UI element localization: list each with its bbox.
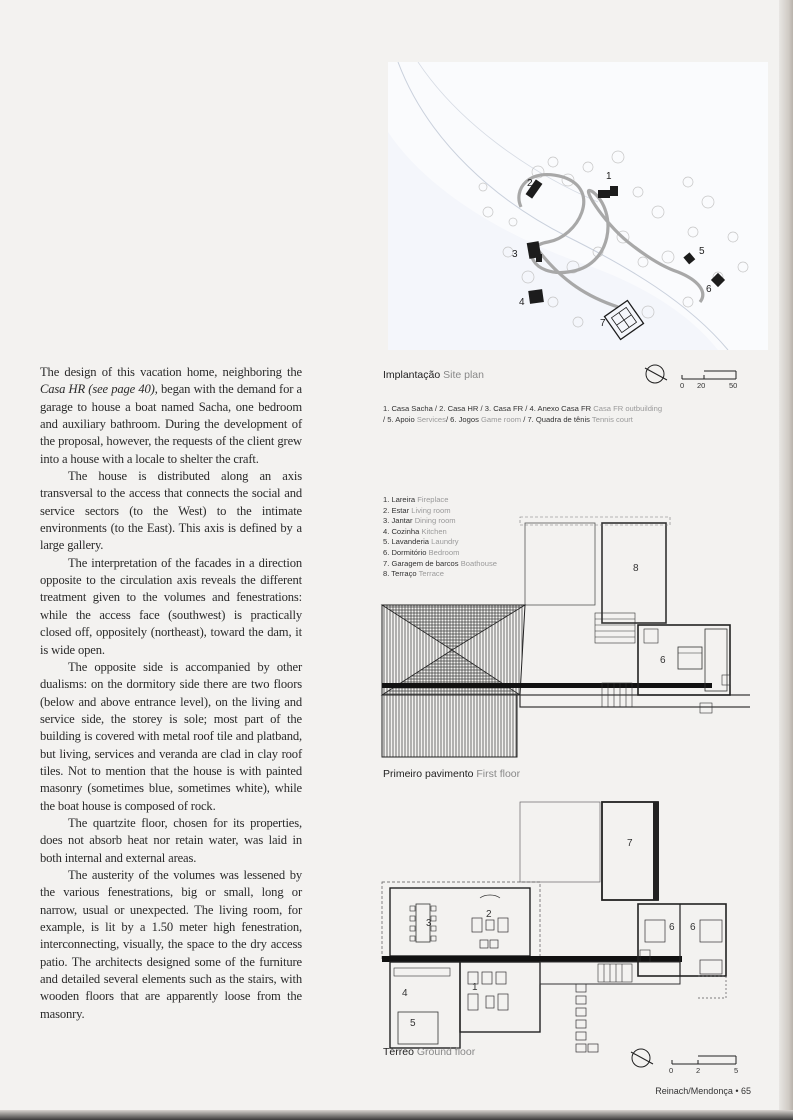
legend-item-8: 8. Terraço Terrace bbox=[383, 569, 444, 579]
ground-floor-label-6b: 6 bbox=[690, 922, 696, 933]
ground-floor-label-6a: 6 bbox=[669, 922, 675, 933]
site-scale-0: 0 bbox=[680, 381, 685, 390]
legend-item-7: 7. Garagem de barcos Boathouse bbox=[383, 558, 497, 568]
legend-item-4: 4. Cozinha Kitchen bbox=[383, 526, 447, 536]
first-floor-label-6: 6 bbox=[660, 655, 666, 666]
paragraph-5: The quartzite floor, chosen for its properties, does not absorb heat nor retain water, was laid in both internal and external areas. bbox=[40, 815, 302, 865]
site-number-5: 5 bbox=[699, 246, 705, 257]
site-number-4: 4 bbox=[519, 297, 525, 308]
ground-scale-5: 5 bbox=[734, 1066, 739, 1075]
site-number-1: 1 bbox=[606, 171, 612, 182]
first-floor-caption: Primeiro pavimento First floor bbox=[383, 768, 521, 780]
page-edge bbox=[779, 0, 793, 1120]
north-arrow-icon bbox=[642, 362, 672, 386]
ground-floor-label-4: 4 bbox=[402, 988, 408, 999]
site-plan-svg bbox=[388, 62, 768, 350]
paragraph-3: The interpretation of the facades in a direction opposite to the circulation axis reveals the different treatment given to the volumes and fenestrations: while the access face (southwest) is practically closed off, oppositely (northeast), toward the dam, it is wide open. bbox=[40, 555, 302, 657]
ground-floor-label-2: 2 bbox=[486, 909, 492, 920]
ground-floor-caption: Térreo Ground floor bbox=[383, 1046, 476, 1058]
paragraph-1: The design of this vacation home, neighboring the Casa HR (see page 40), began with the demand for a garage to house a boat named Sacha, one bedroom and auxiliary bathroom. During the development of the proposal, however, the requests of the client grew into a house with a locale to shelter the craft. bbox=[40, 365, 302, 466]
page-bottom-shadow bbox=[0, 1110, 793, 1120]
paragraph-4: The opposite side is accompanied by other dualisms: on the dormitory side there are two floors (below and above entrance level), on the living and service side, the storey is sole; most part of the building is covered with metal roof tile and platband, but living, services and veranda are clad in clay roof tiles. Not to mention that the house is with painted masonry (sometimes blue, sometimes white), while the boat house is composed of rock. bbox=[40, 659, 302, 813]
paragraph-6: The austerity of the volumes was lessened by the various fenestrations, big or small, long or narrow, usual or unexpected. The living room, for example, is lit by a 1.50 meter high fenestration, interconnecting, visually, the space to the dry access patio. The architects designed some of the furniture and detailed several elements such as the stairs, with wooden floors that are apparently loose from the masonry. bbox=[40, 867, 302, 1021]
site-scale-20: 20 bbox=[697, 381, 706, 390]
page-folio: Reinach/Mendonça • 65 bbox=[655, 1086, 751, 1096]
site-number-3: 3 bbox=[512, 249, 518, 260]
ground-floor-label-7: 7 bbox=[627, 838, 633, 849]
site-plan-legend: 1. Casa Sacha / 2. Casa HR / 3. Casa FR / 4. Anexo Casa FR Casa FR outbuilding / 5. Apoio Services/ 6. Jogos Game room / 7. Quadra de tênis Tennis court bbox=[383, 404, 663, 424]
site-scale-50: 50 bbox=[729, 381, 738, 390]
ground-north-arrow-icon bbox=[628, 1046, 658, 1070]
site-number-6: 6 bbox=[706, 284, 712, 295]
site-plan-caption: Implantação Site plan bbox=[383, 369, 484, 381]
legend-item-5: 5. Lavanderia Laundry bbox=[383, 537, 459, 547]
first-floor-label-8: 8 bbox=[633, 563, 639, 574]
site-plan-drawing bbox=[388, 62, 768, 350]
ground-floor-svg bbox=[380, 800, 750, 1055]
legend-item-2: 2. Estar Living room bbox=[383, 505, 451, 515]
ground-floor-label-5: 5 bbox=[410, 1018, 416, 1029]
ground-floor-label-3: 3 bbox=[426, 918, 432, 929]
site-scale-bar bbox=[680, 369, 740, 381]
ground-scale-2: 2 bbox=[696, 1066, 701, 1075]
site-number-2: 2 bbox=[527, 178, 533, 189]
ground-scale-bar bbox=[670, 1054, 740, 1066]
ground-floor-label-1: 1 bbox=[472, 982, 478, 993]
site-number-7: 7 bbox=[600, 318, 606, 329]
legend-item-3: 3. Jantar Dining room bbox=[383, 516, 456, 526]
room-legend bbox=[383, 495, 497, 580]
paragraph-2: The house is distributed along an axis transversal to the access that connects the social and service sectors (to the West) to the intimate environments (to the East). This axis is defined by a large gallery. bbox=[40, 469, 302, 553]
ground-floor-plan bbox=[380, 800, 750, 1060]
legend-item-6: 6. Dormitório Bedroom bbox=[383, 547, 460, 557]
casa-hr-reference: Casa HR (see page 40) bbox=[40, 382, 155, 397]
ground-scale-0: 0 bbox=[669, 1066, 674, 1075]
body-text-column bbox=[40, 364, 302, 1023]
legend-item-1: 1. Lareira Fireplace bbox=[383, 495, 449, 504]
